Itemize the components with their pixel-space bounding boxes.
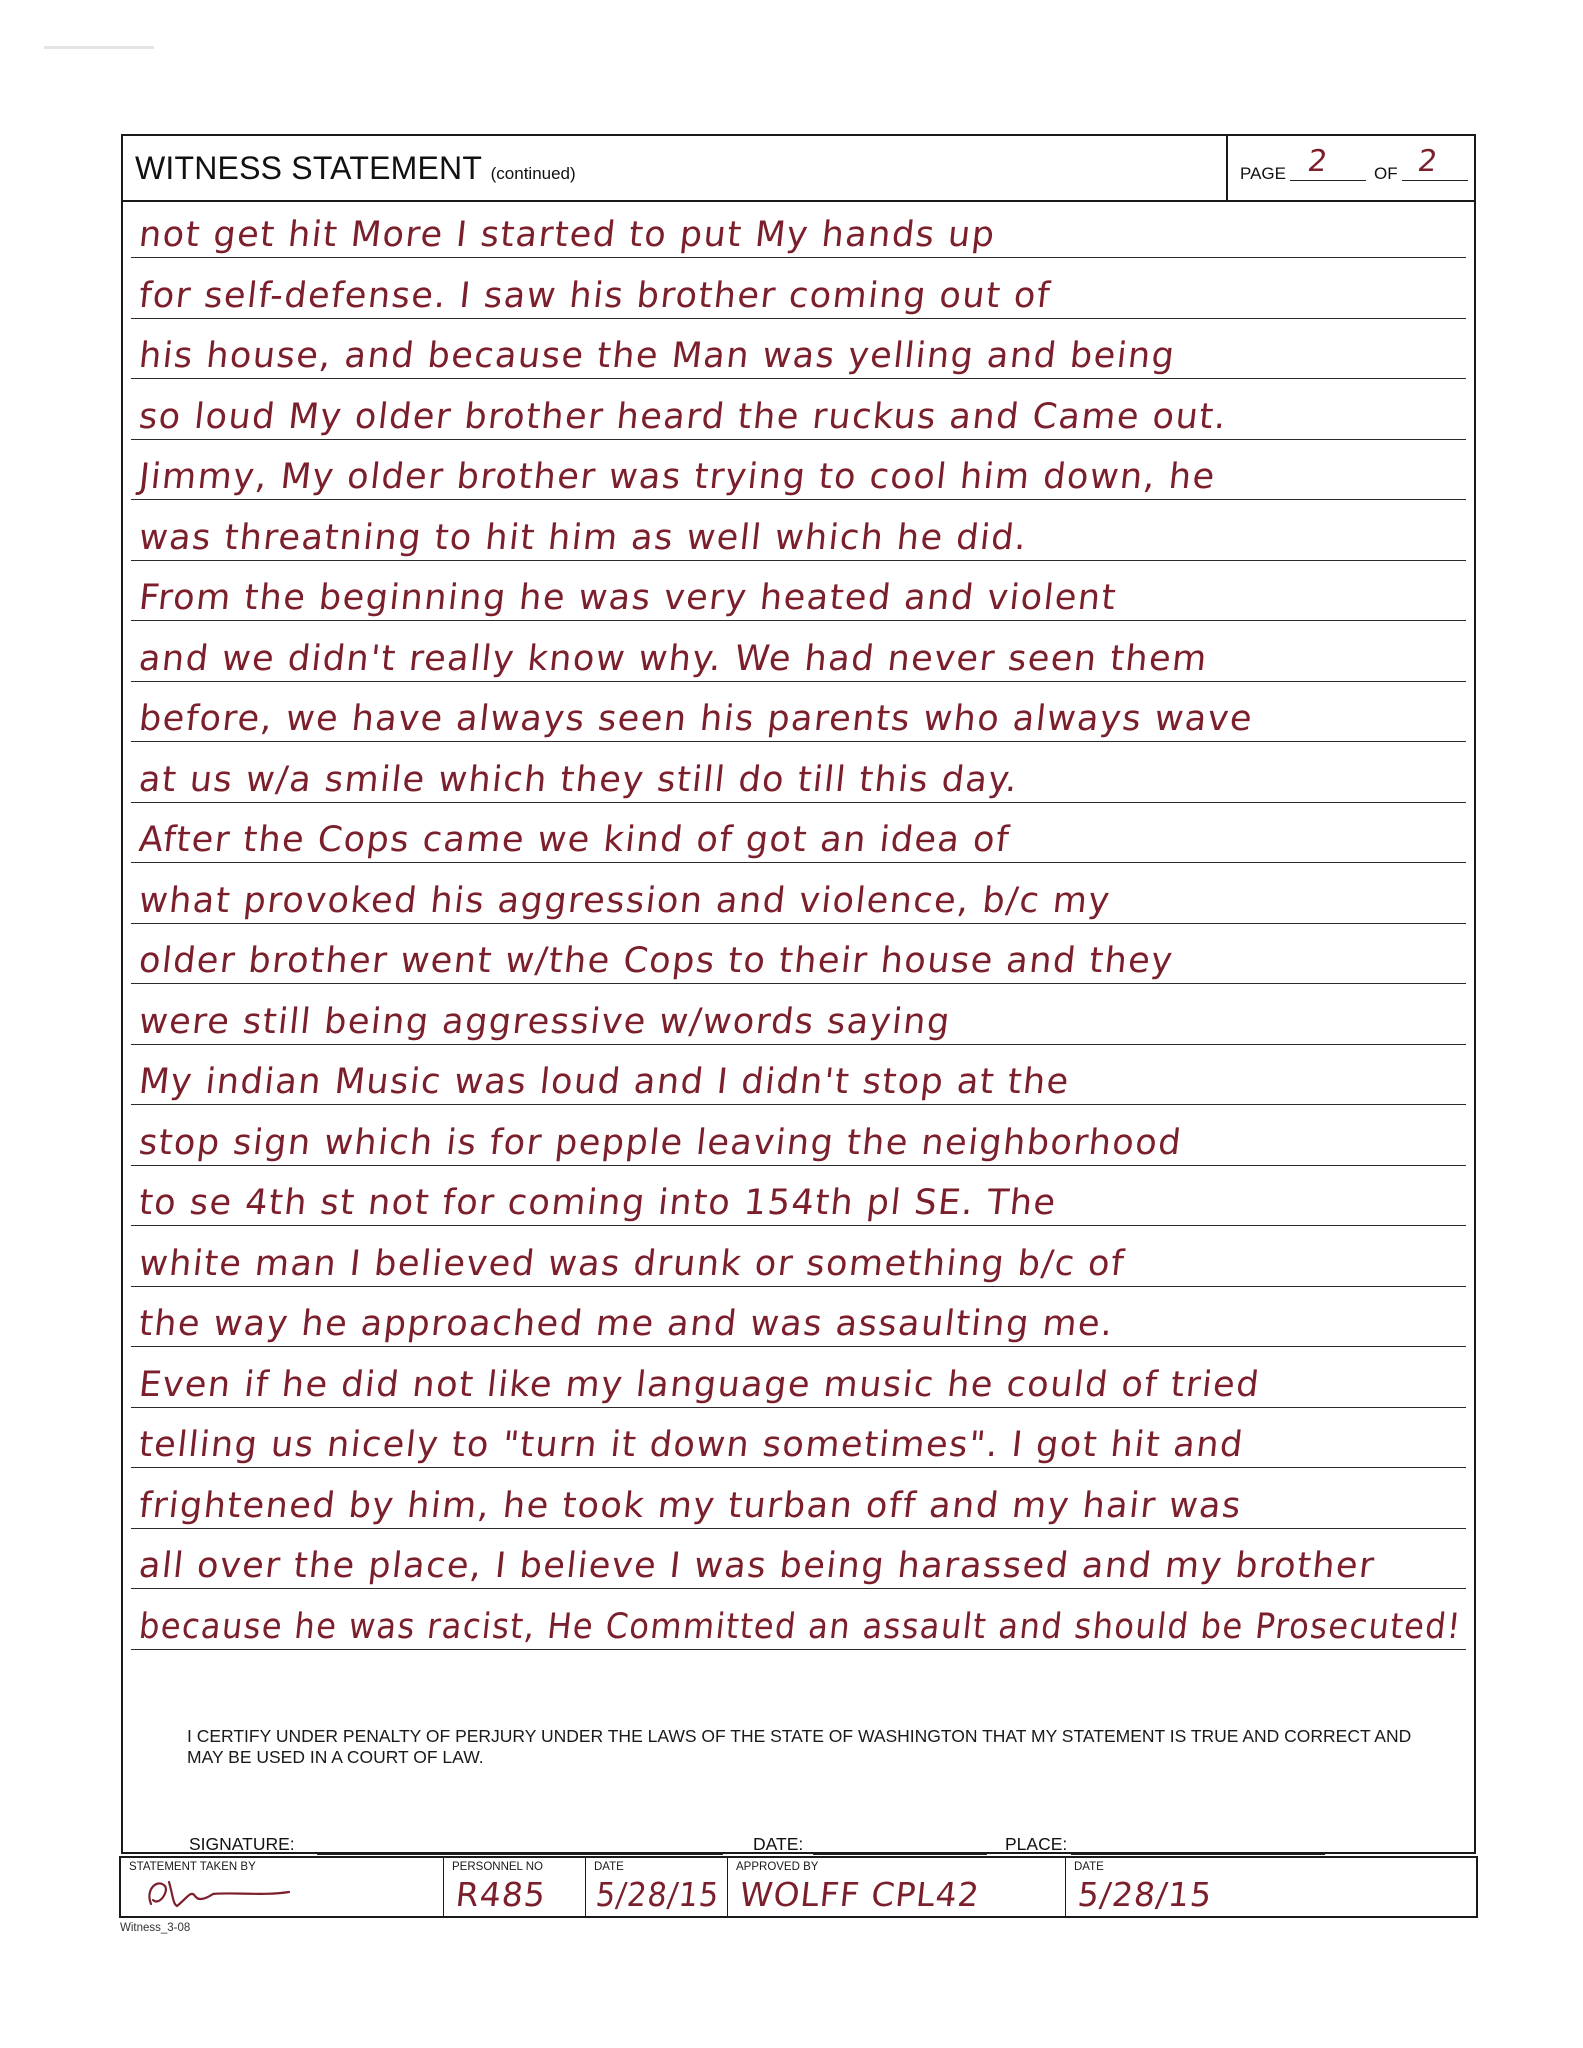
- statement-line: [131, 319, 1466, 379]
- form-title-suffix: (continued): [490, 164, 576, 183]
- statement-line: [131, 1287, 1466, 1347]
- signature-line[interactable]: [317, 1854, 723, 1855]
- statement-taken-by-label: STATEMENT TAKEN BY: [129, 1861, 256, 1873]
- statement-line: [131, 1166, 1466, 1226]
- statement-line-text: were still being aggressive w/words saying: [137, 1001, 953, 1042]
- date-label-1: DATE: [594, 1861, 624, 1873]
- statement-line-text: white man I believed was drunk or something b/c of: [137, 1243, 1128, 1284]
- statement-line-text: the way he approached me and was assaulting me.: [137, 1304, 1116, 1344]
- statement-line-text: stop sign which is for pepple leaving the neighborhood: [137, 1122, 1185, 1163]
- page-number-line: [1290, 180, 1366, 181]
- personnel-number-label: PERSONNEL NO: [452, 1861, 543, 1873]
- statement-line: [131, 864, 1466, 924]
- statement-line: [131, 1227, 1466, 1287]
- statement-line: [131, 924, 1466, 984]
- statement-line-text: what provoked his aggression and violence, b/c my: [137, 880, 1113, 921]
- statement-line-text: Even if he did not like my language music he could of tried: [137, 1364, 1263, 1405]
- statement-line-text: My indian Music was loud and I didn't stop at the: [137, 1062, 1072, 1102]
- statement-line: [131, 1529, 1466, 1589]
- page-total-line: [1402, 180, 1468, 181]
- statement-line-text: not get hit More I started to put My hands up: [137, 215, 998, 255]
- date-cell-1: [585, 1858, 727, 1916]
- date-label-2: DATE: [1074, 1861, 1104, 1873]
- date-value-1: 5/28/15: [594, 1875, 722, 1914]
- form-title-text: WITNESS STATEMENT: [135, 150, 482, 186]
- form-title: [135, 150, 576, 187]
- statement-line: [131, 380, 1466, 440]
- statement-line-text: and we didn't really know why. We had never seen them: [137, 638, 1210, 679]
- statement-line-text: older brother went w/the Cops to their house and they: [137, 941, 1176, 981]
- statement-line-text: From the beginning he was very heated and violent: [137, 578, 1119, 618]
- statement-line-text: before, we have always seen his parents who always wave: [137, 699, 1256, 739]
- place-line[interactable]: [1071, 1854, 1325, 1855]
- date-cell-2: [1065, 1858, 1476, 1916]
- statement-line: [131, 682, 1466, 742]
- certification-text: I CERTIFY UNDER PENALTY OF PERJURY UNDER THE LAWS OF THE STATE OF WASHINGTON THAT MY STATEMENT IS TRUE AND CORRECT AND MAY BE USED IN A COURT OF LAW.: [187, 1726, 1412, 1767]
- date-line[interactable]: [813, 1854, 987, 1855]
- page-label: PAGE: [1240, 164, 1286, 183]
- statement-line-text: Jimmy, My older brother was trying to cool him down, he: [137, 457, 1218, 497]
- statement-line: [131, 1590, 1466, 1650]
- witness-statement-form: [121, 134, 1476, 1854]
- statement-line: [131, 259, 1466, 319]
- approved-by-label: APPROVED BY: [736, 1861, 819, 1873]
- statement-line-text: to se 4th st not for coming into 154th pl SE. The: [137, 1183, 1059, 1223]
- form-code: Witness_3-08: [120, 1922, 191, 1934]
- personnel-number-value: R485: [453, 1875, 548, 1914]
- statement-line: [131, 1348, 1466, 1408]
- statement-line: [131, 743, 1466, 803]
- statement-line-text: all over the place, I believe I was being harassed and my brother: [137, 1546, 1378, 1586]
- approved-by-value: WOLFF CPL42: [737, 1875, 982, 1914]
- statement-line-text: for self-defense. I saw his brother coming out of: [137, 275, 1053, 316]
- place-label: PLACE:: [1005, 1834, 1068, 1854]
- statement-taken-by-cell: [121, 1858, 443, 1916]
- form-header: [123, 136, 1474, 202]
- statement-line: [131, 561, 1466, 621]
- approved-by-cell: [727, 1858, 1065, 1916]
- statement-line-text: at us w/a smile which they still do till this day.: [137, 759, 1021, 800]
- statement-line-text: so loud My older brother heard the ruckus and Came out.: [137, 396, 1230, 437]
- statement-line: [131, 198, 1466, 258]
- official-use-table: [119, 1856, 1478, 1918]
- statement-line: [131, 622, 1466, 682]
- statement-line: [131, 1408, 1466, 1468]
- page-number-box: [1226, 136, 1474, 200]
- statement-line: [131, 985, 1466, 1045]
- scan-artifact: [44, 46, 154, 49]
- statement-line-text: because he was racist, He Committed an assault and should be Prosecuted!: [137, 1606, 1464, 1647]
- statement-line: [131, 501, 1466, 561]
- statement-line-text: frightened by him, he took my turban off and my hair was: [137, 1485, 1244, 1526]
- signature-label: SIGNATURE:: [189, 1834, 295, 1854]
- statement-line: [131, 440, 1466, 500]
- statement-line-text: was threatning to hit him as well which he did.: [137, 517, 1030, 558]
- statement-line: [131, 803, 1466, 863]
- page-number: 2: [1305, 144, 1330, 179]
- statement-line: [131, 1469, 1466, 1529]
- date-value-2: 5/28/15: [1075, 1875, 1215, 1914]
- personnel-number-cell: [443, 1858, 585, 1916]
- statement-line-text: After the Cops came we kind of got an idea of: [137, 820, 1013, 860]
- date-label: DATE:: [753, 1834, 804, 1854]
- statement-line: [131, 1106, 1466, 1166]
- statement-line-text: his house, and because the Man was yelling and being: [137, 336, 1178, 376]
- statement-body: [131, 198, 1466, 1698]
- handwritten-initials-signature: [143, 1876, 293, 1910]
- page-total: 2: [1415, 144, 1440, 179]
- of-label: OF: [1374, 164, 1398, 183]
- statement-line: [131, 1045, 1466, 1105]
- statement-line-text: telling us nicely to "turn it down sometimes". I got hit and: [137, 1425, 1246, 1465]
